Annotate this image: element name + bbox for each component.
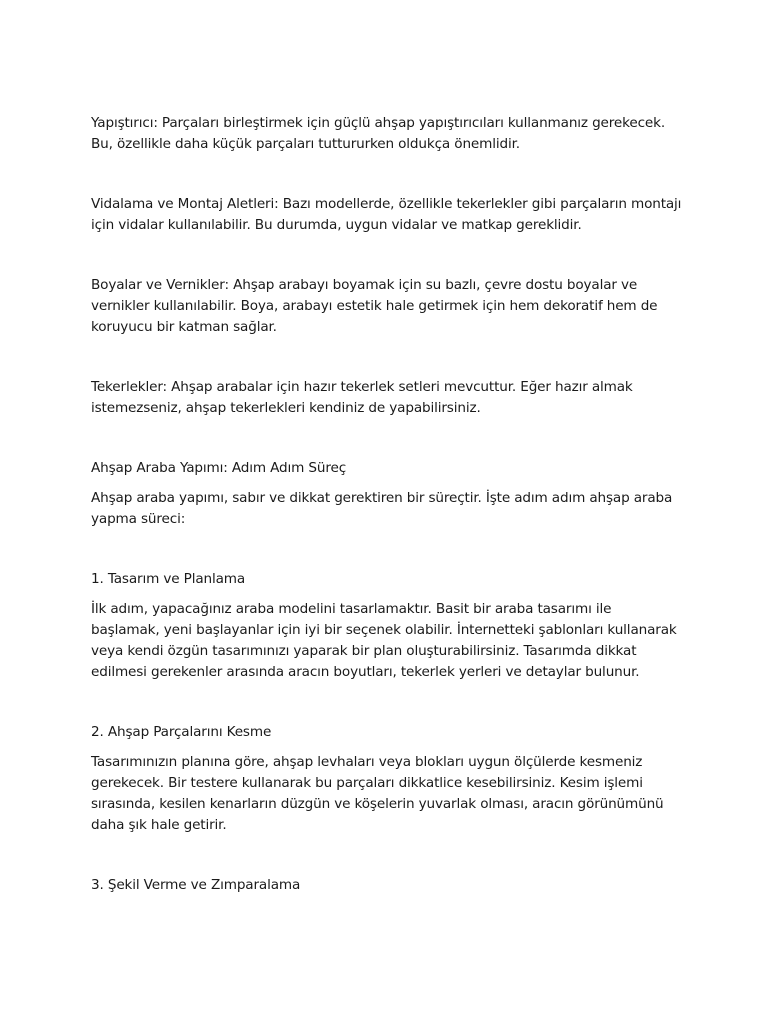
paragraph-vidalama: Vidalama ve Montaj Aletleri: Bazı modellerde, özellikle tekerlekler gibi parçaların montajı için vidalar kullanılabilir. Bu durumda, uygun vidalar ve matkap gereklidir. bbox=[91, 196, 682, 233]
section-intro: Ahşap araba yapımı, sabır ve dikkat gerektiren bir süreçtir. İşte adım adım ahşap araba yapma süreci: bbox=[91, 490, 673, 527]
document-page bbox=[91, 113, 691, 896]
paragraph-boyalar: Boyalar ve Vernikler: Ahşap arabayı boyamak için su bazlı, çevre dostu boyalar ve vernikler kullanılabilir. Boya, arabayı estetik hale getirmek için hem dekoratif hem de koruyucu bir katman sağlar. bbox=[91, 277, 658, 335]
step3-heading: 3. Şekil Verme ve Zımparalama bbox=[91, 877, 301, 893]
paragraph-yapistirici: Yapıştırıcı: Parçaları birleştirmek için güçlü ahşap yapıştırıcıları kullanmanız gerekecek. Bu, özellikle daha küçük parçaları tuttururken oldukça önemlidir. bbox=[91, 115, 665, 152]
step2-body: Tasarımınızın planına göre, ahşap levhaları veya blokları uygun ölçülerde kesmeniz gerekecek. Bir testere kullanarak bu parçaları dikkatlice kesebilirsiniz. Kesim işlemi sırasında, kesilen kenarların düzgün ve köşelerin yuvarlak olması, aracın görünümünü daha şık hale getirir. bbox=[91, 754, 664, 833]
step1-heading: 1. Tasarım ve Planlama bbox=[91, 571, 246, 587]
step2-heading: 2. Ahşap Parçalarını Kesme bbox=[91, 724, 272, 740]
section-heading: Ahşap Araba Yapımı: Adım Adım Süreç bbox=[91, 460, 347, 476]
step1-body: İlk adım, yapacağınız araba modelini tasarlamaktır. Basit bir araba tasarımı ile başlamak, yeni başlayanlar için iyi bir seçenek olabilir. İnternetteki şablonları kullanarak veya kendi özgün tasarımınızı yaparak bir plan oluşturabilirsiniz. Tasarımda dikkat edilmesi gerekenler arasında aracın boyutları, tekerlek yerleri ve detaylar bulunur. bbox=[91, 601, 677, 680]
paragraph-tekerlekler: Tekerlekler: Ahşap arabalar için hazır tekerlek setleri mevcuttur. Eğer hazır almak istemezseniz, ahşap tekerlekleri kendiniz de yapabilirsiniz. bbox=[91, 379, 633, 416]
